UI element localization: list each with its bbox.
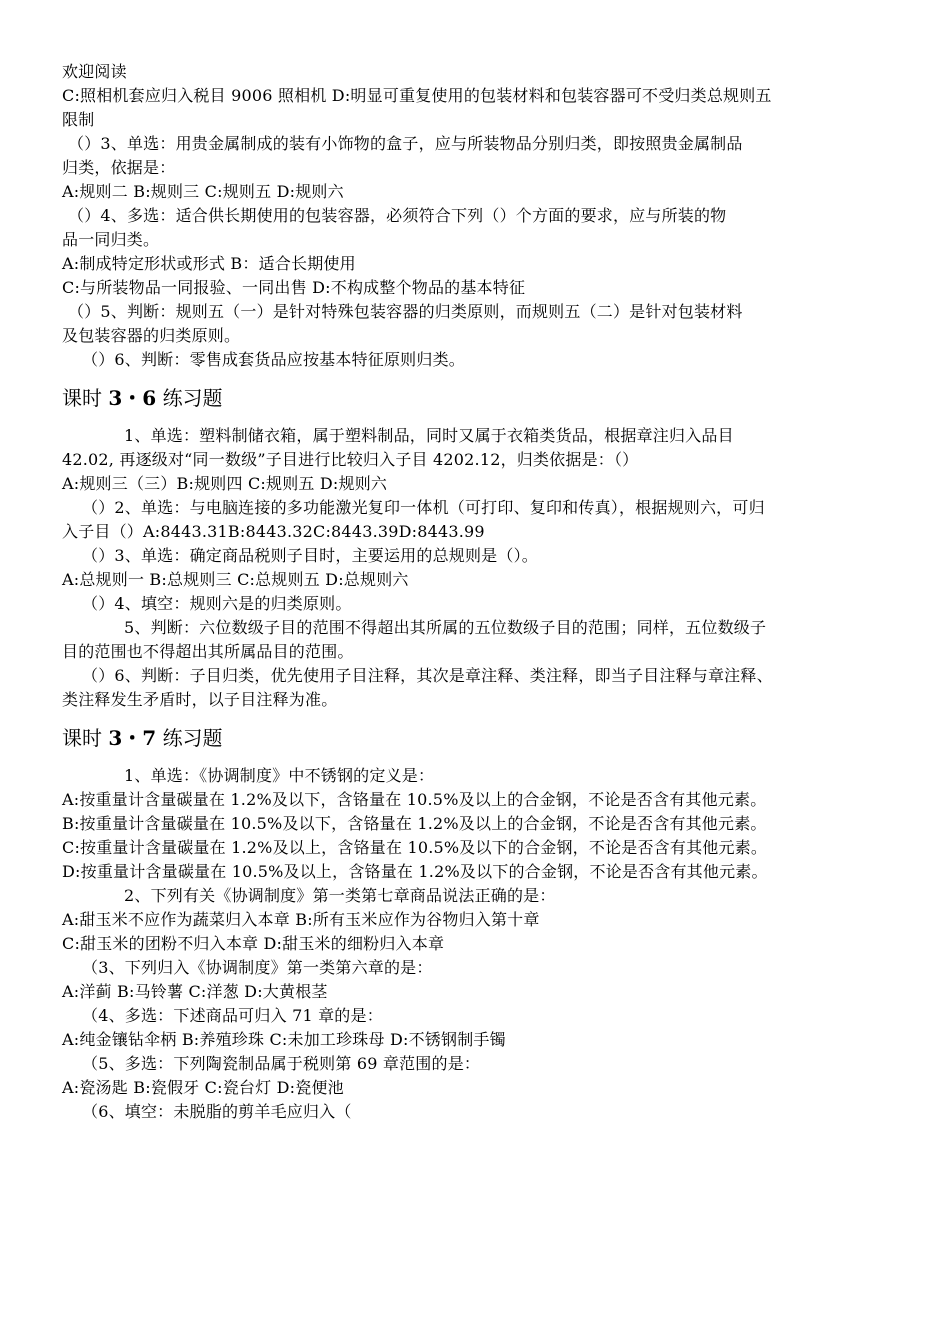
question-5-cont: 及包装容器的归类原则。 [62,326,241,345]
s36-question-6-cont: 类注释发生矛盾时，以子目注释为准。 [62,690,338,709]
question-6: （）6、判断：零售成套货品应按基本特征原则归类。 [82,350,465,369]
s36-question-1-options: A:规则三（三）B:规则四 C:规则五 D:规则六 [62,474,388,493]
s37-question-5-options: A:瓷汤匙 B:瓷假牙 C:瓷台灯 D:瓷便池 [62,1078,344,1097]
question-4: （）4、多选：适合供长期使用的包装容器，必须符合下列（）个方面的要求，应与所装的物 [68,206,727,225]
s37-question-1-option-a: A:按重量计含量碳量在 1.2%及以下，含铬量在 10.5%及以上的合金钢，不论是否含有其他元素。 [62,790,767,809]
s36-question-2-cont: 入子目（）A:8443.31B:8443.32C:8443.39D:8443.99 [62,522,485,541]
question-3-options: A:规则二 B:规则三 C:规则五 D:规则六 [62,182,344,201]
s36-question-3: （）3、单选：确定商品税则子目时，主要运用的总规则是（）。 [82,546,538,565]
question-4-cont: 品一同归类。 [62,230,160,249]
question-3-cont: 归类，依据是： [62,158,176,177]
s37-question-1-option-c: C:按重量计含量碳量在 1.2%及以上，含铬量在 10.5%及以下的合金钢，不论是否含有其他元素。 [62,838,768,857]
heading-suffix: 练习题 [162,726,223,750]
s37-question-5: （5、多选：下列陶瓷制品属于税则第 69 章范围的是： [82,1054,481,1073]
heading-prefix: 课时 [62,386,102,410]
s37-question-6: （6、填空：未脱脂的剪羊毛应归入（ [82,1102,352,1121]
s37-question-3: （3、下列归入《协调制度》第一类第六章的是： [82,958,433,977]
s36-question-6: （）6、判断：子目归类，优先使用子目注释，其次是章注释、类注释，即当子目注释与章注释、 [82,666,773,685]
s36-question-1: 1、单选：塑料制储衣箱，属于塑料制品，同时又属于衣箱类货品，根据章注归入品目 [124,426,734,445]
welcome-text: 欢迎阅读 [62,62,127,81]
s37-question-4-options: A:纯金镶钻伞柄 B:养殖珍珠 C:未加工珍珠母 D:不锈钢制手镯 [62,1030,506,1049]
s36-question-3-options: A:总规则一 B:总规则三 C:总规则五 D:总规则六 [62,570,409,589]
s36-question-1-cont: 42.02, 再逐级对“同一数级”子目进行比较归入子目 4202.12，归类依据是：（） [62,450,639,469]
question-2-options-cd: C:照相机套应归入税目 9006 照相机 D:明显可重复使用的包装材料和包装容器可不受归类总规则五 [62,86,772,105]
s37-question-3-options: A:洋蓟 B:马铃薯 C:洋葱 D:大黄根茎 [62,982,328,1001]
s36-question-5-cont: 目的范围也不得超出其所属品目的范围。 [62,642,354,661]
s37-question-1: 1、单选：《协调制度》中不锈钢的定义是： [124,766,435,785]
s37-question-2-options-cd: C:甜玉米的团粉不归入本章 D:甜玉米的细粉归入本章 [62,934,445,953]
section-heading-3-6 [62,384,892,412]
section-heading-3-7 [62,724,892,752]
heading-suffix: 练习题 [162,386,223,410]
question-5: （）5、判断：规则五（一）是针对特殊包装容器的归类原则，而规则五（二）是针对包装材料 [68,302,743,321]
s37-question-1-option-d: D:按重量计含量碳量在 10.5%及以上，含铬量在 1.2%及以下的合金钢，不论是否含有其他元素。 [62,862,768,881]
heading-number: 3・7 [108,726,157,750]
s36-question-2: （）2、单选：与电脑连接的多功能激光复印一体机（可打印、复印和传真），根据规则六，可归 [82,498,765,517]
s37-question-2-options-ab: A:甜玉米不应作为蔬菜归入本章 B:所有玉米应作为谷物归入第十章 [62,910,540,929]
heading-number: 3・6 [108,386,157,410]
question-3: （）3、单选：用贵金属制成的装有小饰物的盒子，应与所装物品分别归类，即按照贵金属制品 [68,134,743,153]
s37-question-1-option-b: B:按重量计含量碳量在 10.5%及以下，含铬量在 1.2%及以上的合金钢，不论是否含有其他元素。 [62,814,767,833]
s36-question-5: 5、判断：六位数级子目的范围不得超出其所属的五位数级子目的范围；同样，五位数级子 [124,618,767,637]
question-4-options-cd: C:与所装物品一同报验、一同出售 D:不构成整个物品的基本特征 [62,278,526,297]
question-4-options-ab: A:制成特定形状或形式 B：适合长期使用 [62,254,356,273]
heading-prefix: 课时 [62,726,102,750]
s37-question-2: 2、下列有关《协调制度》第一类第七章商品说法正确的是： [124,886,556,905]
s37-question-4: （4、多选：下述商品可归入 71 章的是： [82,1006,383,1025]
s36-question-4: （）4、填空：规则六是的归类原则。 [82,594,352,613]
document-page [62,60,892,1124]
question-2-options-cd-cont: 限制 [62,110,95,129]
